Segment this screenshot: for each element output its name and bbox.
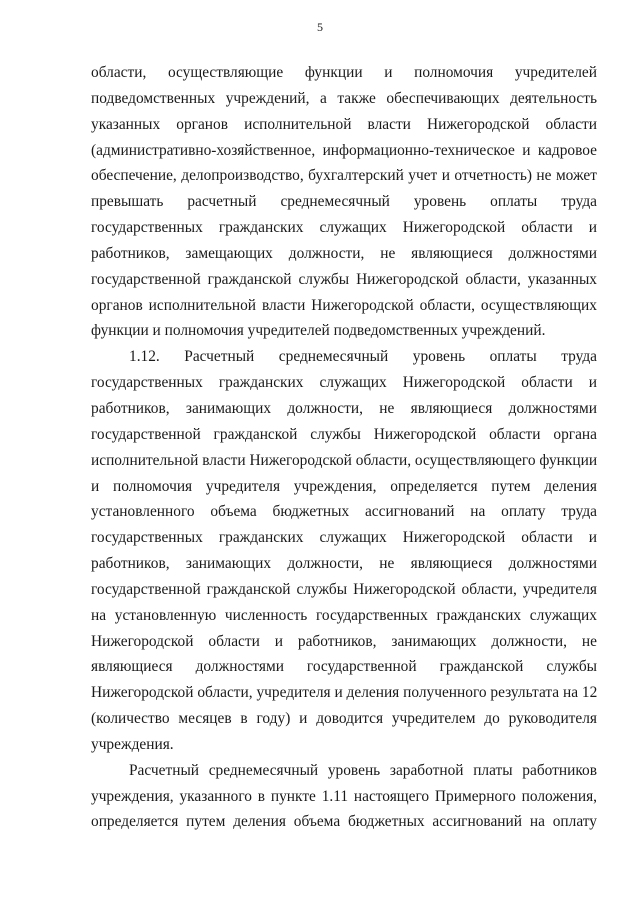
text-line: 1.12. Расчетный среднемесячный уровень оплаты труда — [129, 348, 597, 366]
text-line: Расчетный среднемесячный уровень заработной платы работников — [129, 761, 597, 779]
text-line: обеспечение, делопроизводство, бухгалтерский учет и отчетность) не может — [91, 167, 597, 185]
text-line: Нижегородской области и работников, занимающих должности, не — [91, 632, 597, 650]
text-line: Нижегородской области, учредителя и деления полученного результата на 12 — [91, 684, 597, 702]
text-line: государственной гражданской службы Нижегородской области органа — [91, 425, 597, 443]
text-line: являющиеся должностями государственной гражданской службы — [91, 658, 597, 676]
text-line: учреждения, указанного в пункте 1.11 настоящего Примерного положения, — [91, 787, 597, 805]
text-line: указанных органов исполнительной власти Нижегородской области — [91, 115, 597, 133]
text-line: органов исполнительной власти Нижегородской области, осуществляющих — [91, 296, 597, 314]
text-line: на установленную численность государственных гражданских служащих — [91, 606, 597, 624]
text-line: государственных гражданских служащих Нижегородской области и — [91, 529, 597, 547]
text-line: государственных гражданских служащих Нижегородской области и — [91, 219, 597, 237]
text-line: (административно-хозяйственное, информационно-техническое и кадровое — [91, 141, 597, 159]
text-line: учреждения. — [91, 735, 174, 753]
text-line: государственной гражданской службы Нижегородской области, учредителя — [91, 580, 597, 598]
text-line: функции и полномочия учредителей подведомственных учреждений. — [91, 322, 546, 340]
page-number: 5 — [317, 20, 323, 34]
text-line: превышать расчетный среднемесячный уровень оплаты труда — [91, 193, 597, 211]
document-body — [91, 60, 597, 835]
text-line: подведомственных учреждений, а также обеспечивающих деятельность — [91, 89, 597, 107]
text-line: и полномочия учредителя учреждения, определяется путем деления — [91, 477, 597, 495]
text-line: работников, замещающих должности, не являющиеся должностями — [91, 244, 597, 262]
text-line: работников, занимающих должности, не являющиеся должностями — [91, 399, 597, 417]
text-line: государственной гражданской службы Нижегородской области, указанных — [91, 270, 597, 288]
text-line: исполнительной власти Нижегородской области, осуществляющего функции — [91, 451, 597, 469]
text-line: государственных гражданских служащих Нижегородской области и — [91, 374, 597, 392]
text-line: (количество месяцев в году) и доводится учредителем до руководителя — [91, 710, 597, 728]
text-line: области, осуществляющие функции и полномочия учредителей — [91, 64, 597, 81]
text-line: определяется путем деления объема бюджетных ассигнований на оплату — [91, 813, 597, 831]
text-line: работников, занимающих должности, не являющиеся должностями — [91, 555, 597, 573]
text-line: установленного объема бюджетных ассигнований на оплату труда — [91, 503, 597, 521]
